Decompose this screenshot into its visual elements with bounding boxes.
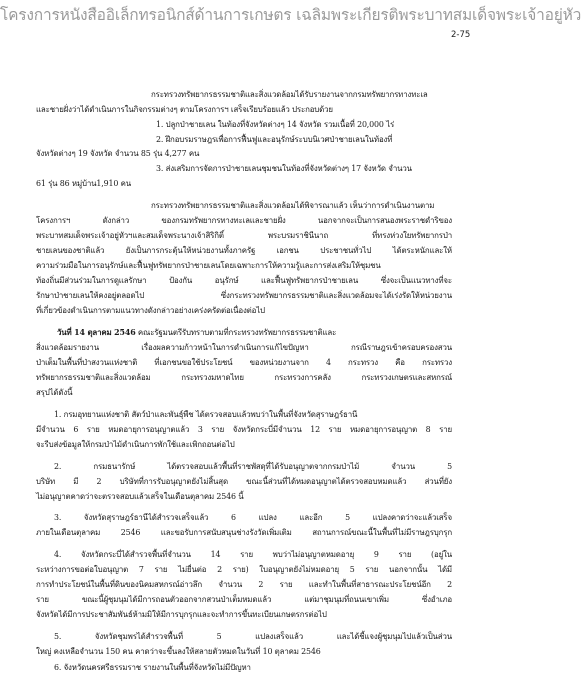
list-item-6: 6. จังหวัดนครศรีธรรมราช รายงานในพื้นที่จังหวัดไม่มีปัญหา	[54, 663, 251, 672]
paragraph-line: กระทรวงทรัพยากรธรรมชาติและสิ่งแวดล้อมได้พิจารณาแล้ว เห็นว่าการดำเนินงานตาม	[151, 201, 435, 210]
page-number: 2-75	[451, 30, 471, 40]
paragraph-line: และชายฝั่งว่าได้ดำเนินการในกิจกรรมต่างๆ ตามโครงการฯ เสร็จเรียบร้อยแล้ว ประกอบด้วย	[36, 105, 333, 114]
paragraph-line: บริษัท มี 2 บริษัทที่การรับอนุญาตยังไม่สิ้นสุด ขณะนี้ส่วนที่ได้หมดอนุญาตได้ตรวจสอบหมดแล้ว ส่วนที่ยัง	[36, 477, 452, 486]
list-item-2: 2. ฝึกอบรมราษฎรเพื่อการฟื้นฟูและอนุรักษ์ระบบนิเวศป่าชายเลนในท้องที่	[156, 135, 393, 144]
list-item-3: 3. ส่งเสริมการจัดการป่าชายเลนชุมชนในท้องที่จังหวัดต่างๆ 17 จังหวัด จำนวน	[156, 164, 412, 173]
entry-text: คณะรัฐมนตรีรับทราบตามที่กระทรวงทรัพยากรธรรมชาติและ	[137, 328, 337, 337]
list-item-3: 3. จังหวัดสุราษฎร์ธานีได้สำรวจเสร็จแล้ว 6 แปลง และอีก 5 แปลงคาดว่าจะแล้วเสร็จ	[54, 513, 452, 522]
list-item-2: 2. กรมธนารักษ์ ได้ตรวจสอบแล้วพื้นที่ราชพัสดุที่ได้รับอนุญาตจากกรมป่าไม้ จำนวน 5	[54, 462, 452, 471]
paragraph-line: โครงการฯ ดังกล่าว ของกรมทรัพยากรทางทะเลและชายฝั่ง นอกจากจะเป็นการสนองพระราชดำริของ	[36, 216, 452, 225]
paragraph-line: มีจำนวน 6 ราย หมดอายุการอนุญาตแล้ว 3 ราย จังหวัดกระบี่มีจำนวน 12 ราย หมดอายุการอนุญาต 8 ราย	[36, 425, 452, 434]
paragraph-line: จังหวัดได้มีการประชาสัมพันธ์ห้ามมิให้มีการบุกรุกและจะทำการขึ้นทะเบียนเกษตรกรต่อไป	[36, 610, 327, 619]
paragraph-line: ท้องถิ่นมีส่วนร่วมในการดูแลรักษา ป้องกัน อนุรักษ์ และฟื้นฟูทรัพยากรป่าชายเลน ซึ่งจะเป็นแนวทางที่จะ	[36, 276, 452, 285]
paragraph-line: ราย ขณะนี้ผู้ชุมนุมได้มีการถอนตัวออกจากสวนป่าเต็มหมดแล้ว แต่มาชุมนุมที่ถนนเขาเพิ่ม ซึ่งอำเภอ	[36, 595, 452, 604]
paragraph-line: ทรัพยากรธรรมชาติและสิ่งแวดล้อม กระทรวงมหาดไทย กระทรวงการคลัง กระทรวงเกษตรและสหกรณ์	[36, 373, 452, 382]
paragraph-line: กระทรวงทรัพยากรธรรมชาติและสิ่งแวดล้อมได้รับรายงานจากกรมทรัพยากรทางทะเล	[151, 90, 428, 99]
paragraph-line: ชายเลนของชาติแล้ว ยังเป็นการกระตุ้นให้หน่วยงานทั้งภาครัฐ เอกชน ประชาชนทั่วไป ได้ตระหนักและให้	[36, 246, 452, 255]
paragraph-line: พระบาทสมเด็จพระเจ้าอยู่หัวฯและสมเด็จพระนางเจ้าสิริกิติ์ พระบรมราชินีนาถ ที่ทรงห่วงใยทรัพยากรป่า	[36, 231, 452, 240]
list-item-1: 1. ปลูกป่าชายเลน ในท้องที่จังหวัดต่างๆ 14 จังหวัด รวมเนื้อที่ 20,000 ไร่	[156, 120, 395, 129]
paragraph-line: ความร่วมมือในการอนุรักษ์และฟื้นฟูทรัพยากรป่าชายเลนโดยเฉพาะการให้ความรู้และการส่งเสริมให้ชุมชน	[36, 261, 381, 270]
paragraph-line: ไม่อนุญาตคาดว่าจะตรวจสอบแล้วเสร็จในเดือนตุลาคม 2546 นี้	[36, 492, 244, 501]
paragraph-line: ที่เกี่ยวข้องดำเนินการตามแนวทางดังกล่าวอย่างเคร่งครัดต่อเนื่องต่อไป	[36, 306, 265, 315]
paragraph-line: ระหว่างการขอต่อใบอนุญาต 7 ราย ไม่ยื่นต่อ 2 ราย) ใบอนุญาตยังไม่หมดอายุ 5 ราย นอกจากนั้น ได้มี	[36, 565, 452, 574]
list-item-5: 5. จังหวัดชุมพรได้สำรวจพื้นที่ 5 แปลงเสร็จแล้ว และได้ชี้แจงผู้ชุมนุมไปแล้วเป็นส่วน	[54, 632, 452, 641]
paragraph-line: สรุปได้ดังนี้	[36, 388, 73, 397]
running-header: โครงการหนังสืออิเล็กทรอนิกส์ด้านการเกษตร เฉลิมพระเกียรติพระบาทสมเด็จพระเจ้าอยู่หัว	[0, 6, 581, 24]
paragraph-line: สิ่งแวดล้อมรายงาน เรื่องผลความก้าวหน้าในการดำเนินการแก้ไขปัญหา กรณีราษฎรเข้าครอบครองสวน	[36, 343, 452, 352]
paragraph-line: ภายในเดือนตุลาคม 2546 และขอรับการสนับสนุนช่างรังวัดเพิ่มเติม สถานการณ์ขณะนี้ในพื้นที่ไม่มีราษฎรบุกรุก	[36, 528, 452, 537]
list-item-4: 4. จังหวัดกระบี่ได้สำรวจพื้นที่จำนวน 14 ราย พบว่าไม่อนุญาตหมดอายุ 9 ราย (อยู่ใน	[54, 550, 452, 559]
list-item-1: 1. กรมอุทยานแห่งชาติ สัตว์ป่าและพันธุ์พืช ได้ตรวจสอบแล้วพบว่าในพื้นที่จังหวัดสุราษฎร์ธานี	[54, 410, 358, 419]
entry-date: วันที่ 14 ตุลาคม 2546	[57, 328, 136, 337]
paragraph-line: จังหวัดต่างๆ 19 จังหวัด จำนวน 85 รุ่น 4,277 คน	[36, 149, 200, 158]
paragraph-line: จะรีบส่งข้อมูลให้กรมป่าไม้ดำเนินการพักใช้และเพิกถอนต่อไป	[36, 440, 235, 449]
dated-entry-line	[57, 327, 452, 338]
paragraph-line: ใหญ่ คงเหลือจำนวน 150 คน คาดว่าจะขึ้นลงให้สลายตัวหมดในวันที่ 10 ตุลาคม 2546	[36, 647, 321, 656]
paragraph-line: การทำประโยชน์ในพื้นที่ดินของนิคมสหกรณ์อ่าวลึก จำนวน 2 ราย และทำในพื้นที่สาธารณะประโยชน์อีก 2	[36, 580, 452, 589]
paragraph-line: รักษาป่าชายเลนให้คงอยู่ตลอดไป ซึ่งกระทรวงทรัพยากรธรรมชาติและสิ่งแวดล้อมจะได้เร่งรัดให้หน่วยงาน	[36, 291, 452, 300]
paragraph-line: ป่าเต็มในพื้นที่ป่าสงวนแห่งชาติ ที่เอกชนขอใช้ประโยชน์ ของหน่วยงานจาก 4 กระทรวง คือ กระทรวง	[36, 358, 452, 367]
paragraph-line: 61 รุ่น 86 หมู่บ้าน1,910 คน	[36, 179, 131, 188]
